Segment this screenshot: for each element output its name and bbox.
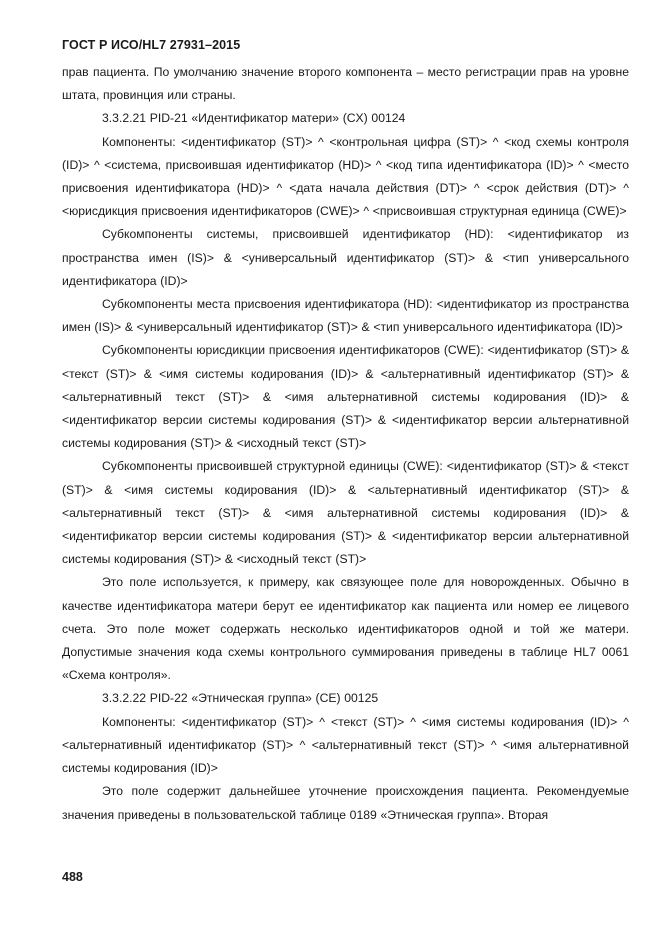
paragraph: Это поле содержит дальнейшее уточнение происхождения пациента. Рекомендуемые значения приведены в пользовательской таблице 0189 «Этническая группа». Вторая [62,784,629,822]
section-heading: 3.3.2.21 PID-21 «Идентификатор матери» (CX) 00124 [102,111,406,126]
paragraph: Субкомпоненты системы, присвоившей идентификатор (HD): <идентификатор из пространства имен (IS)> & <универсальный идентификатор (ST)> & <тип универсального идентификатора (ID)> [62,227,629,288]
document-body [62,61,629,827]
page-number: 488 [62,870,83,884]
paragraph: Компоненты: <идентификатор (ST)> ^ <контрольная цифра (ST)> ^ <код схемы контроля (ID)> ^ <система, присвоившая идентификатор (HD)> ^ <код типа идентификатора (ID)> ^ <место присвоения идентификатора (HD)> ^ <дата начала действия (DT)> ^ <срок действия (DT)> ^ <юрисдикция присвоения идентификаторов (CWE)> ^ <присвоившая структурная единица (CWE)> [62,134,629,219]
paragraph: Субкомпоненты присвоившей структурной единицы (CWE): <идентификатор (ST)> & <текст (ST)> & <имя системы кодирования (ID)> & <альтернативный идентификатор (ST)> & <альтернативный текст (ST)> & <имя альтернативной системы кодирования (ID)> & <идентификатор версии системы кодирования (ST)> & <идентификатор версии альтернативной системы кодирования (ST)> & <исходный текст (ST)> [62,459,629,567]
paragraph: Компоненты: <идентификатор (ST)> ^ <текст (ST)> ^ <имя системы кодирования (ID)> ^ <альтернативный идентификатор (ST)> ^ <альтернативный текст (ST)> ^ <имя альтернативной системы кодирования (ID)> [62,714,629,776]
paragraph: Субкомпоненты места присвоения идентификатора (HD): <идентификатор из пространства имен (IS)> & <универсальный идентификатор (ST)> & <тип универсального идентификатора (ID)> [62,297,629,335]
paragraph: прав пациента. По умолчанию значение второго компонента – место регистрации прав на уровне штата, провинция или страны. [62,65,629,103]
section-heading: 3.3.2.22 PID-22 «Этническая группа» (CE) 00125 [102,691,379,706]
document-header: ГОСТ Р ИСО/HL7 27931–2015 [62,38,241,52]
paragraph: Субкомпоненты юрисдикции присвоения идентификаторов (CWE): <идентификатор (ST)> & <текст (ST)> & <имя системы кодирования (ID)> & <альтернативный идентификатор (ST)> & <альтернативный текст (ST)> & <имя альтернативной системы кодирования (ID)> & <идентификатор версии системы кодирования (ST)> & <идентификатор версии альтернативной системы кодирования (ST)> & <исходный текст (ST)> [62,343,629,451]
paragraph: Это поле используется, к примеру, как связующее поле для новорожденных. Обычно в качестве идентификатора матери берут ее идентификатор как пациента или номер ее лицевого счета. Это поле может содержать несколько идентификаторов одной и той же матери. Допустимые значения кода схемы контрольного суммирования приведены в таблице HL7 0061 «Схема контроля». [62,575,629,683]
